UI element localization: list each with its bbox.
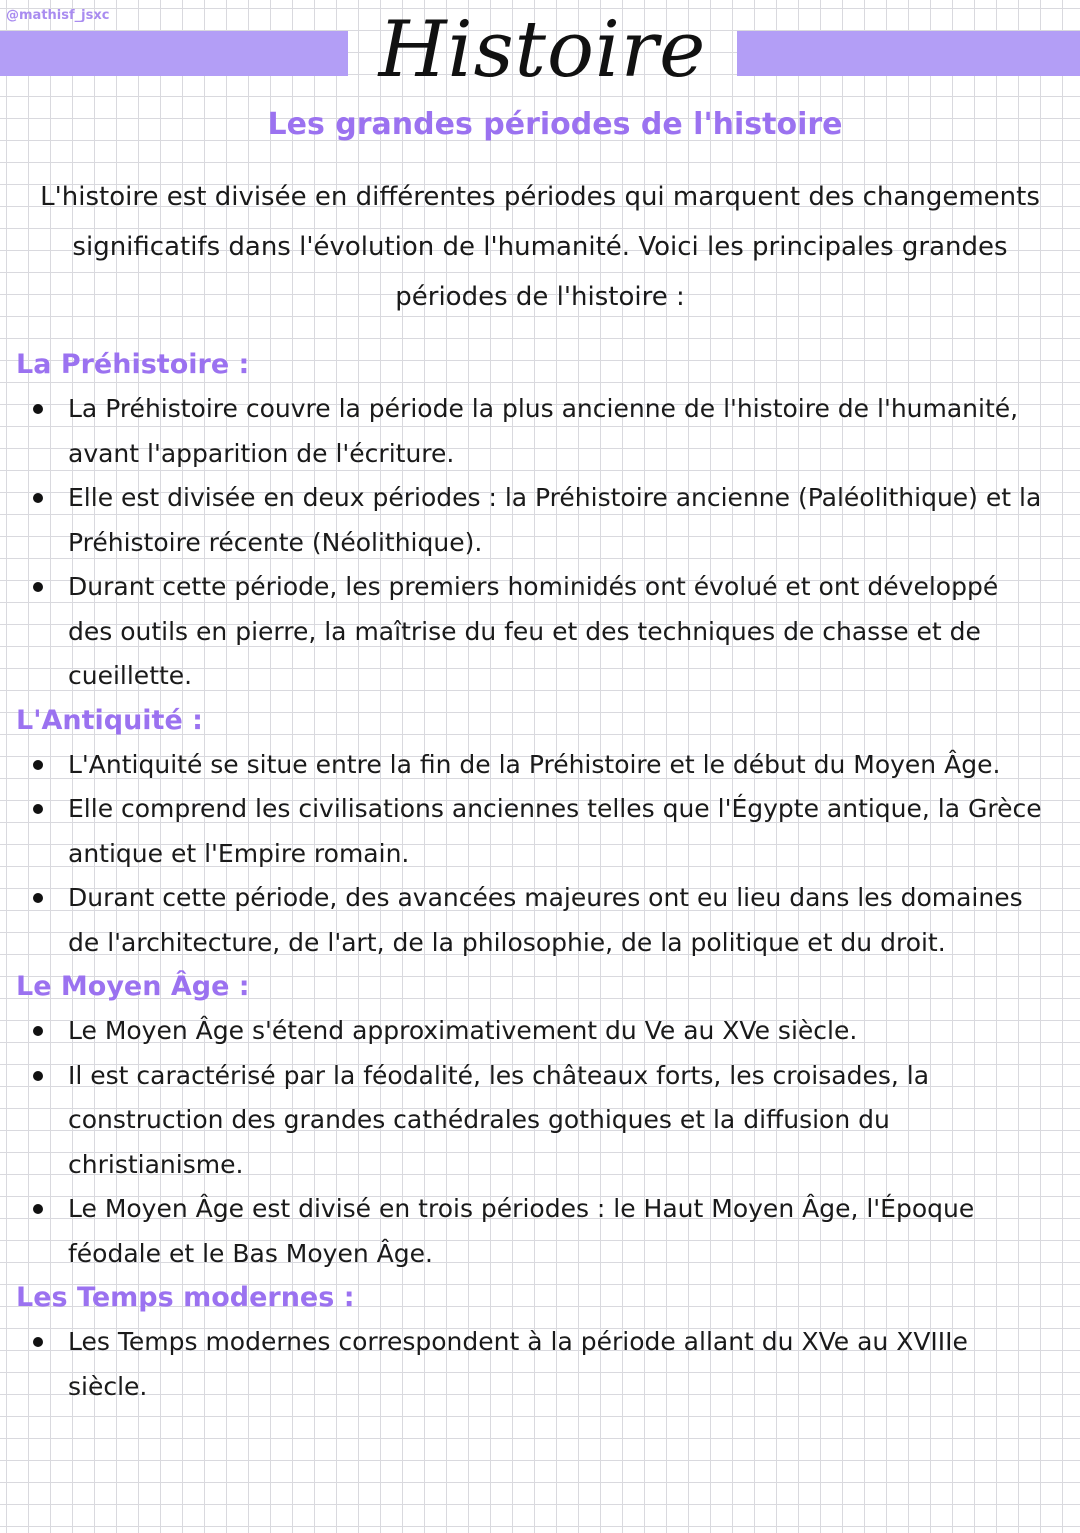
bullet-icon [33, 1071, 43, 1081]
bullet-icon [33, 404, 43, 414]
list-item-text: Durant cette période, des avancées majeures ont eu lieu dans les domaines de l'architecture, de l'art, de la philosophie, de la politique et du droit. [68, 883, 1023, 957]
section-temps-modernes [16, 1276, 1066, 1409]
section-heading: Le Moyen Âge : [16, 971, 250, 1002]
section-heading: Les Temps modernes : [16, 1282, 355, 1313]
page-title: Histoire [378, 5, 707, 95]
list-item [16, 1009, 1066, 1054]
list-item [16, 1187, 1066, 1276]
intro-paragraph: L'histoire est divisée en différentes périodes qui marquent des changements significatifs dans l'évolution de l'humanité. Voici les principales grandes périodes de l'histoire : [40, 182, 1040, 312]
list-item-text: Les Temps modernes correspondent à la période allant du XVe au XVIIIe siècle. [68, 1327, 968, 1401]
list-item-text: La Préhistoire couvre la période la plus ancienne de l'histoire de l'humanité, avant l'apparition de l'écriture. [68, 394, 1019, 468]
bullet-icon [33, 1204, 43, 1214]
list-item [16, 787, 1066, 876]
author-watermark: @mathisf_jsxc [6, 8, 110, 23]
bullet-icon [33, 582, 43, 592]
bullet-icon [33, 1026, 43, 1036]
list-item-text: Il est caractérisé par la féodalité, les châteaux forts, les croisades, la construction des grandes cathédrales gothiques et la diffusion du christianisme. [68, 1060, 930, 1179]
section-heading: L'Antiquité : [16, 704, 203, 736]
title-band-right [737, 31, 1080, 76]
section-prehistoire [16, 343, 1066, 699]
list-item [16, 1320, 1066, 1409]
sections-container [16, 343, 1066, 1409]
bullet-icon [33, 893, 43, 903]
list-item [16, 387, 1066, 476]
bullet-icon [33, 493, 43, 503]
list-item [16, 1054, 1066, 1188]
bullet-icon [33, 760, 43, 770]
title-band-left [0, 31, 348, 76]
bullet-list [16, 387, 1066, 699]
bullet-icon [33, 804, 43, 814]
bullet-list [16, 743, 1066, 966]
list-item-text: Elle est divisée en deux périodes : la Préhistoire ancienne (Paléolithique) et la Préhistoire récente (Néolithique). [68, 483, 1042, 557]
page-subtitle: Les grandes périodes de l'histoire [267, 107, 843, 142]
list-item [16, 476, 1066, 565]
list-item-text: Durant cette période, les premiers hominidés ont évolué et ont développé des outils en pierre, la maîtrise du feu et des techniques de chasse et de cueillette. [68, 572, 999, 690]
section-moyen-age [16, 965, 1066, 1276]
list-item [16, 743, 1066, 788]
list-item-text: Le Moyen Âge s'étend approximativement du Ve au XVe siècle. [68, 1016, 858, 1045]
list-item-text: Elle comprend les civilisations anciennes telles que l'Égypte antique, la Grèce antique et l'Empire romain. [68, 794, 1042, 868]
list-item-text: L'Antiquité se situe entre la fin de la Préhistoire et le début du Moyen Âge. [68, 749, 1001, 779]
section-antiquite [16, 699, 1066, 966]
bullet-list [16, 1009, 1066, 1276]
bullet-list [16, 1320, 1066, 1409]
list-item-text: Le Moyen Âge est divisé en trois périodes : le Haut Moyen Âge, l'Époque féodale et le Bas Moyen Âge. [68, 1194, 975, 1268]
section-heading: La Préhistoire : [16, 349, 250, 380]
list-item [16, 565, 1066, 699]
list-item [16, 876, 1066, 965]
bullet-icon [33, 1337, 43, 1347]
